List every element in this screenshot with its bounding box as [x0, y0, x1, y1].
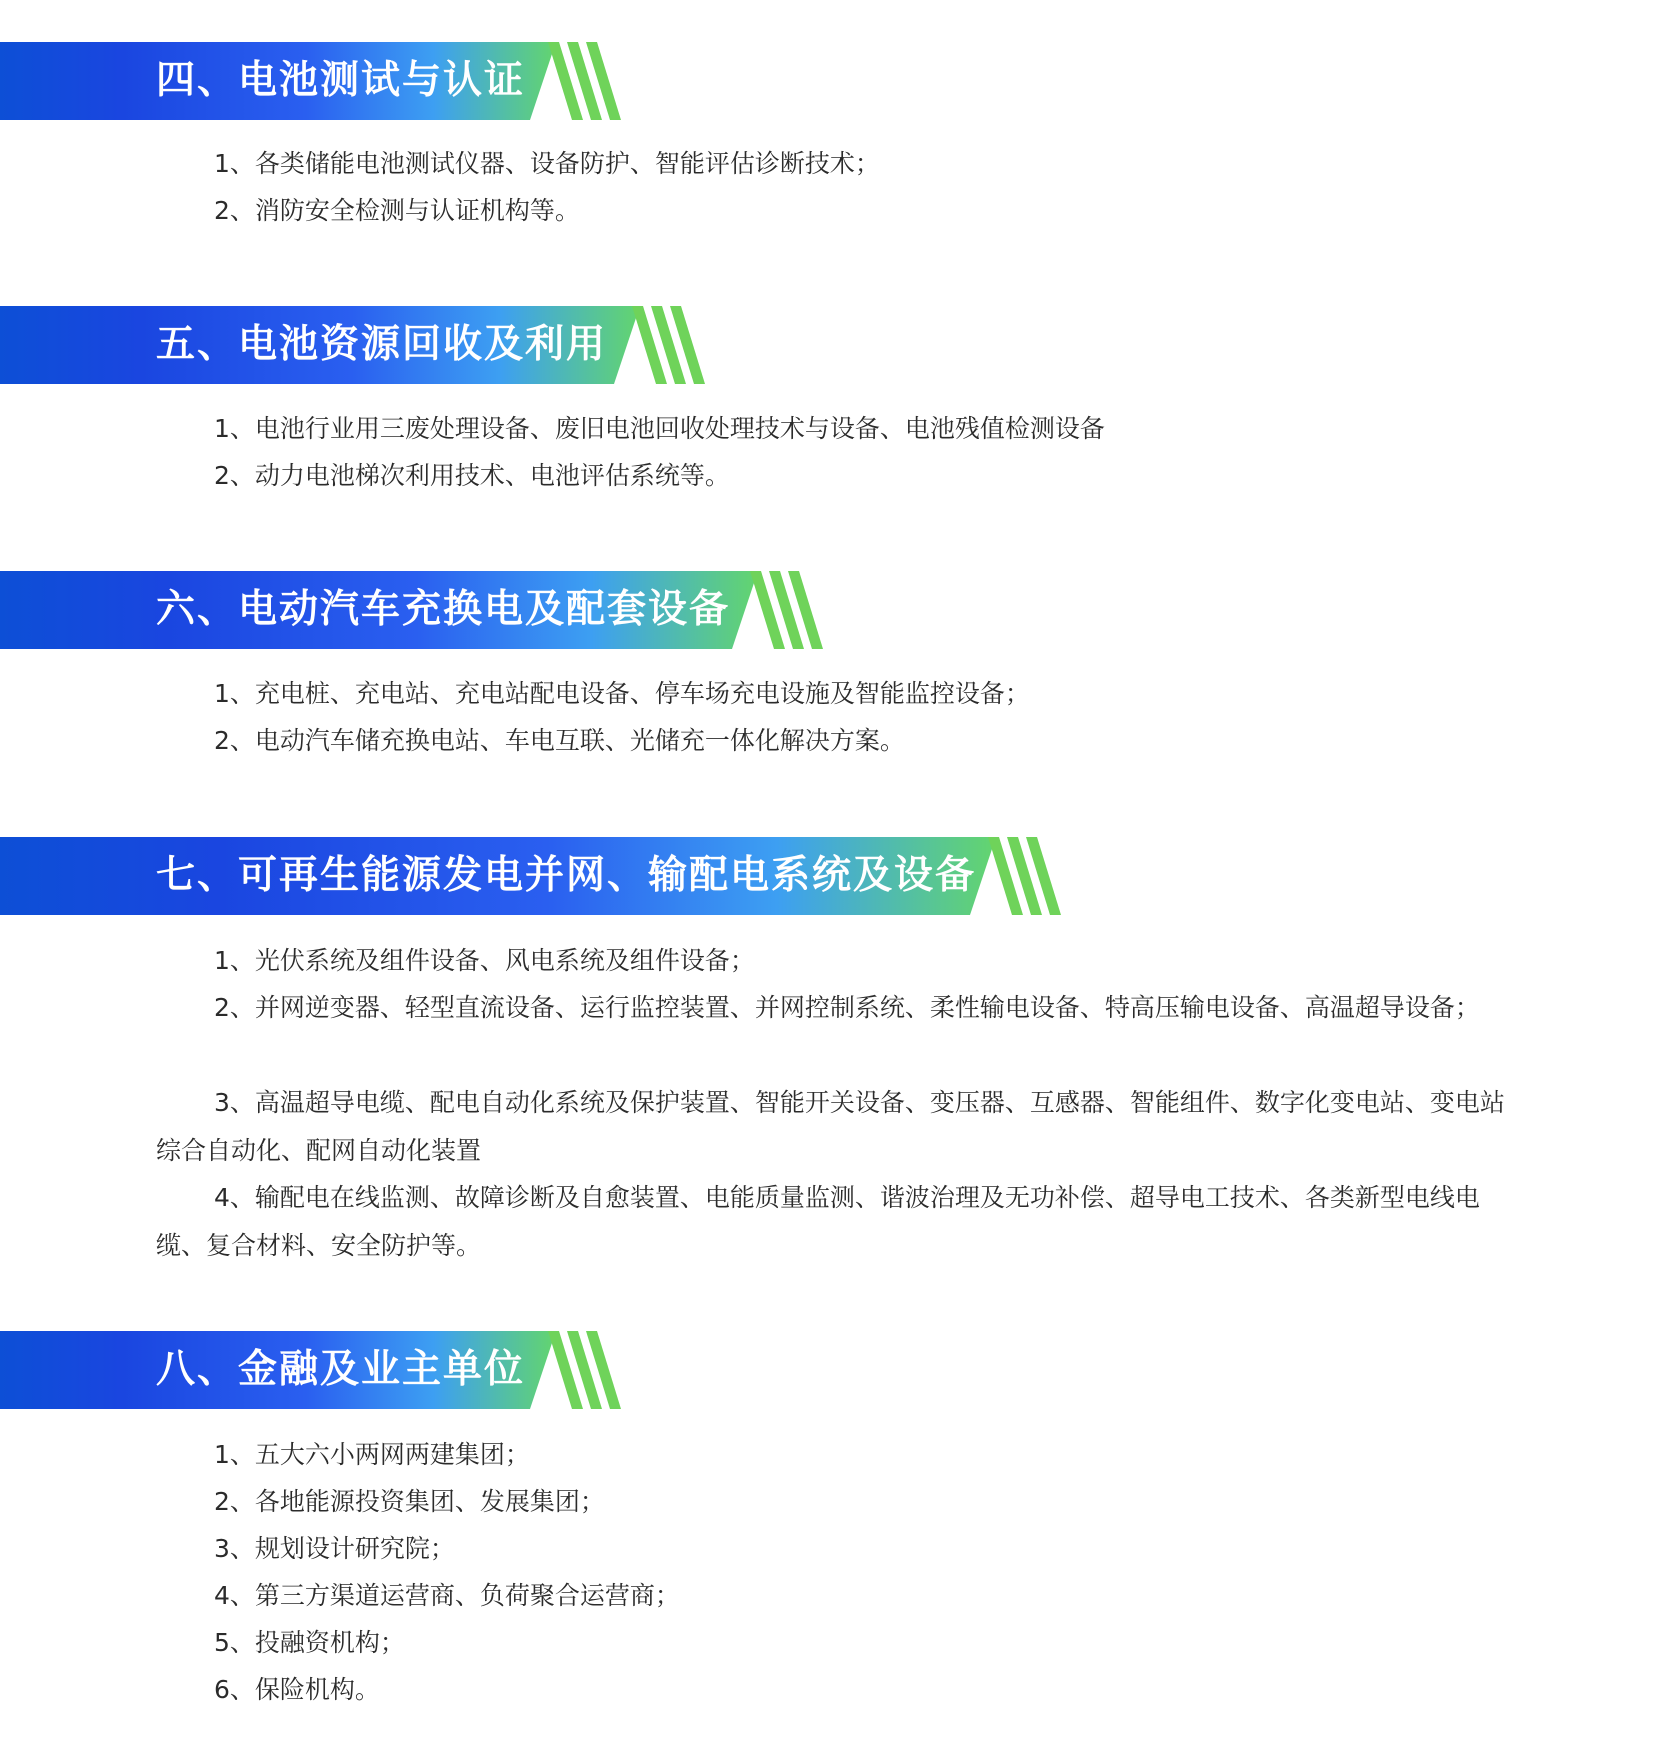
section-title: 六、电动汽车充换电及配套设备 [156, 587, 731, 632]
section-title: 七、可再生能源发电并网、输配电系统及设备 [156, 853, 977, 898]
list-item: 2、电动汽车储充换电站、车电互联、光储充一体化解决方案。 [214, 726, 905, 755]
list-item: 6、保险机构。 [214, 1675, 380, 1704]
list-item: 2、各地能源投资集团、发展集团； [214, 1487, 605, 1516]
list-item: 1、五大六小两网两建集团； [214, 1440, 530, 1469]
list-item: 1、光伏系统及组件设备、风电系统及组件设备； [214, 946, 755, 975]
stripes-decoration [548, 1331, 628, 1409]
list-item: 1、电池行业用三废处理设备、废旧电池回收处理技术与设备、电池残值检测设备 [214, 414, 1105, 443]
list-item: 3、规划设计研究院； [214, 1534, 455, 1563]
stripes-decoration [750, 571, 830, 649]
section-title: 五、电池资源回收及利用 [156, 322, 608, 367]
section-title: 八、金融及业主单位 [156, 1347, 526, 1392]
list-item: 2、并网逆变器、轻型直流设备、运行监控装置、并网控制系统、柔性输电设备、特高压输电设备、高温超导设备； [214, 993, 1480, 1022]
list-item: 1、各类储能电池测试仪器、设备防护、智能评估诊断技术； [214, 149, 880, 178]
list-item: 2、消防安全检测与认证机构等。 [214, 196, 580, 225]
list-item: 4、输配电在线监测、故障诊断及自愈装置、电能质量监测、谐波治理及无功补偿、超导电工技术、各类新型电线电缆、复合材料、安全防护等。 [156, 1183, 1480, 1260]
stripes-decoration [548, 42, 628, 120]
list-item: 4、第三方渠道运营商、负荷聚合运营商； [214, 1581, 680, 1610]
section-title: 四、电池测试与认证 [156, 58, 526, 103]
list-item: 3、高温超导电缆、配电自动化系统及保护装置、智能开关设备、变压器、互感器、智能组件、数字化变电站、变电站综合自动化、配网自动化装置 [156, 1088, 1505, 1165]
stripes-decoration [988, 837, 1068, 915]
list-item: 5、投融资机构； [214, 1628, 405, 1657]
list-item: 2、动力电池梯次利用技术、电池评估系统等。 [214, 461, 730, 490]
stripes-decoration [632, 306, 712, 384]
list-item: 1、充电桩、充电站、充电站配电设备、停车场充电设施及智能监控设备； [214, 679, 1030, 708]
